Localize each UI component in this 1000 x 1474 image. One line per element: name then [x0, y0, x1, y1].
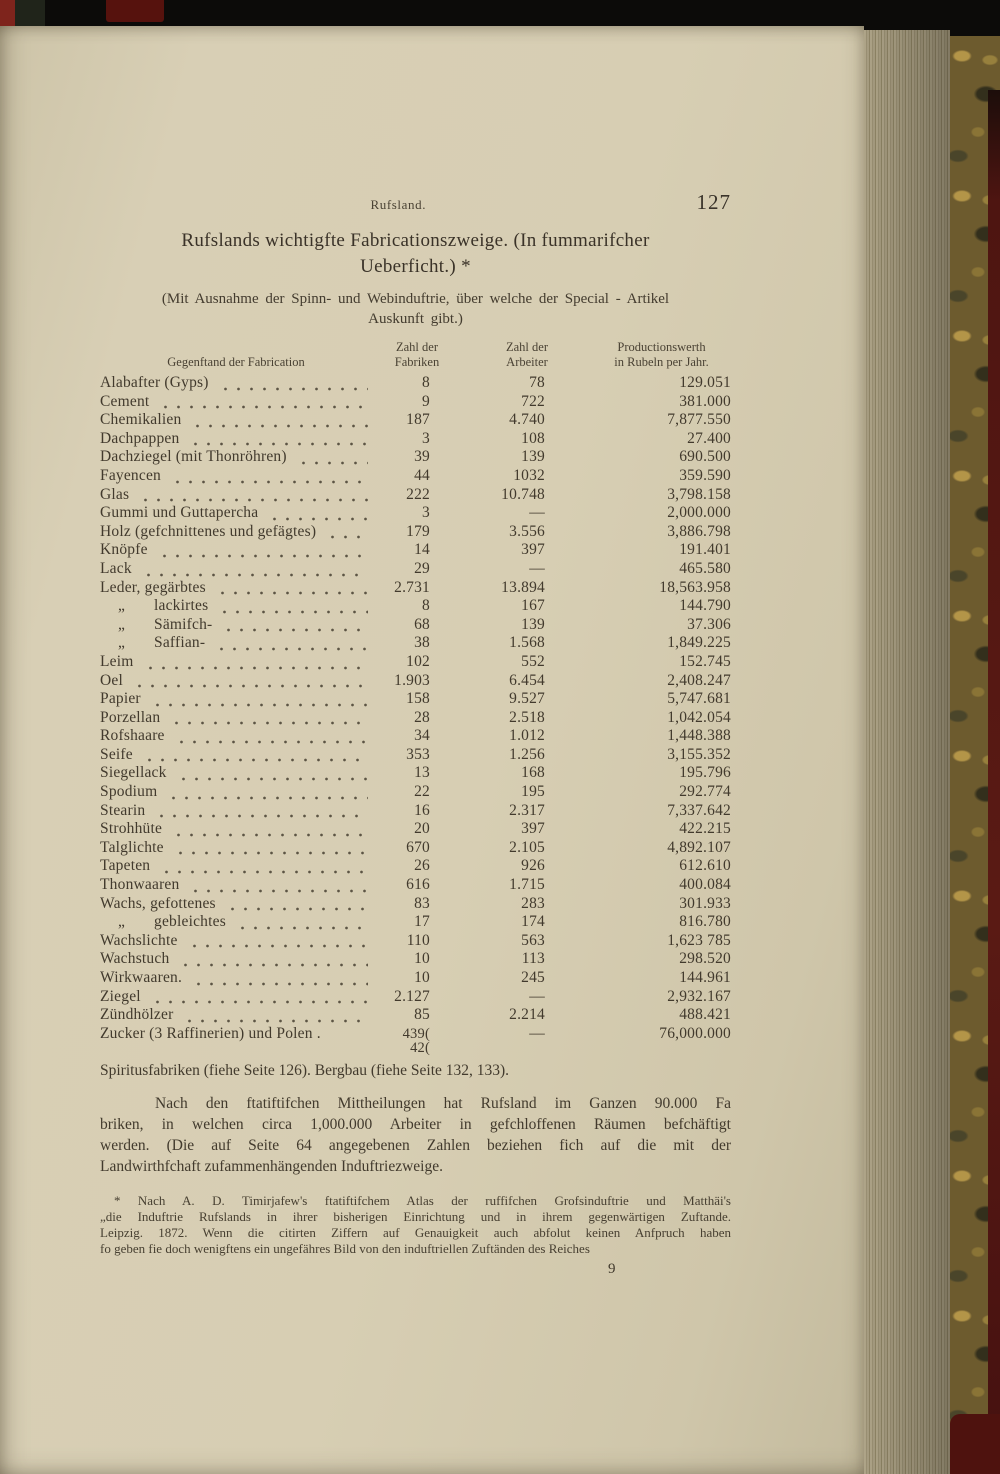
dot-leader: [153, 802, 368, 821]
table-row: [100, 895, 731, 914]
fabrication-item: Ziegel: [100, 987, 141, 1005]
workers-count: 1032: [513, 466, 545, 484]
table-header: [100, 340, 731, 370]
table-row: [100, 486, 731, 505]
factories-count: 20: [414, 820, 430, 838]
fabrication-item: Talglichte: [100, 838, 164, 856]
workers-count: 1.256: [509, 745, 545, 763]
workers-count: 139: [521, 615, 545, 633]
factories-count: 14: [414, 541, 430, 559]
production-value: 292.774: [679, 783, 731, 801]
dot-leader: [181, 1006, 368, 1025]
workers-count: 283: [521, 894, 545, 912]
workers-count: 3.556: [509, 522, 545, 540]
factories-count: 17: [414, 913, 430, 931]
fabrication-item: Porzellan: [100, 708, 161, 726]
factories-count: 179: [406, 522, 430, 540]
table-row: [100, 932, 731, 951]
workers-count: 4.740: [509, 411, 545, 429]
fabrication-item: Zucker (3 Raffinerien) und Polen .: [100, 1024, 321, 1042]
fabrication-item: Glas: [100, 485, 130, 503]
factories-count: 13: [414, 764, 430, 782]
workers-count: —: [529, 559, 545, 577]
dot-leader: [169, 467, 368, 486]
workers-count: 113: [521, 950, 545, 968]
table-row: [100, 783, 731, 802]
table-row: [100, 988, 731, 1007]
ditto-mark: „: [118, 913, 126, 931]
production-value: 18,563.958: [659, 578, 731, 596]
production-value: 3,886.798: [667, 522, 731, 540]
production-value: 7,877.550: [667, 411, 731, 429]
fabrication-item: „ Saffian-: [118, 634, 206, 652]
production-value: 690.500: [679, 448, 731, 466]
fabrication-item: „ lackirtes: [118, 597, 209, 615]
page-fore-edge: [864, 30, 950, 1474]
ditto-mark: „: [118, 634, 126, 652]
fabrication-item: Oel: [100, 671, 123, 689]
production-value: 144.790: [679, 597, 731, 615]
factories-count: 187: [406, 411, 430, 429]
workers-count: —: [529, 1024, 545, 1042]
factories-count: 353: [406, 745, 430, 763]
production-value: 1,849.225: [667, 634, 731, 652]
table-row: [100, 430, 731, 449]
factories-count: 8: [422, 374, 430, 391]
table-row: [100, 467, 731, 486]
factories-count: 110: [406, 931, 430, 949]
dot-leader: [141, 746, 368, 765]
fabrication-item: Papier: [100, 690, 141, 708]
table-row: [100, 727, 731, 746]
column-header-productionswerth: Productionswerth in Rubeln per Jahr.: [614, 340, 709, 369]
factories-count: 8: [422, 597, 430, 615]
factories-count: 3: [422, 429, 430, 447]
page-title-line1: Rufslands wichtigfte Fabricationszweige. (In fummarifcher: [181, 230, 650, 251]
dot-leader: [140, 560, 368, 579]
workers-count: 139: [521, 448, 545, 466]
footnote-line: „die Induftrie Rufslands in ihrer bisherigen Einrichtung und in ihrem gegenwärtigen Zuftande.: [100, 1208, 731, 1224]
table-row: [100, 746, 731, 765]
factories-count: 85: [414, 1006, 430, 1024]
table-row: [100, 374, 731, 393]
book-page: [0, 26, 864, 1474]
factories-count: 1.903: [394, 671, 430, 689]
table-row: [100, 820, 731, 839]
factories-count: 28: [414, 708, 430, 726]
fabrication-item: Leim: [100, 652, 134, 670]
workers-count: 108: [521, 429, 545, 447]
production-value: 359.590: [679, 466, 731, 484]
factories-count: 439( 42(: [402, 1025, 430, 1056]
workers-count: —: [529, 987, 545, 1005]
production-value: 4,892.107: [667, 838, 731, 856]
factories-count: 670: [406, 838, 430, 856]
paragraph-line: briken, in welchen circa 1,000.000 Arbeiter in gefchloffenen Räumen befchäftigt: [100, 1115, 731, 1133]
paragraph-line: Landwirthfchaft zufammenhängenden Induftriezweige.: [100, 1157, 443, 1175]
workers-count: 10.748: [501, 485, 545, 503]
factories-count: 83: [414, 894, 430, 912]
dot-leader: [177, 950, 368, 969]
workers-count: 552: [521, 652, 545, 670]
table-row: [100, 597, 731, 616]
page-title-line2: Ueberficht.) *: [360, 256, 471, 277]
production-value: 301.933: [679, 894, 731, 912]
dot-leader: [324, 523, 368, 542]
ditto-mark: „: [118, 615, 126, 633]
production-value: 27.400: [687, 429, 731, 447]
factories-count: 9: [422, 392, 430, 410]
fabrication-item: Lack: [100, 559, 132, 577]
dot-leader: [213, 634, 368, 653]
production-value: 7,337.642: [667, 801, 731, 819]
table-row: [100, 541, 731, 560]
production-value: 465.580: [679, 559, 731, 577]
production-value: 1,448.388: [667, 727, 731, 745]
workers-count: —: [529, 504, 545, 522]
workers-count: 2.105: [509, 838, 545, 856]
page-subtitle-line2: Auskunft gibt.): [368, 311, 463, 327]
production-value: 612.610: [679, 857, 731, 875]
factories-count: 26: [414, 857, 430, 875]
workers-count: 2.518: [509, 708, 545, 726]
production-value: 3,155.352: [667, 745, 731, 763]
body-paragraph: [100, 1093, 731, 1177]
dot-leader: [216, 597, 368, 616]
page-number: 127: [696, 190, 731, 214]
factories-count: 3: [422, 504, 430, 522]
table-row: [100, 764, 731, 783]
production-value: 152.745: [679, 652, 731, 670]
background-book-spine-dark: [15, 0, 45, 26]
fabrication-item: Gummi und Guttapercha: [100, 504, 259, 522]
fabrication-item: Seife: [100, 745, 133, 763]
factories-count: 2.731: [394, 578, 430, 596]
table-row: [100, 802, 731, 821]
dot-leader: [157, 393, 368, 412]
footnote-line: * Nach A. D. Timirjafew's ftatiftifchem Atlas der ruffifchen Grofsinduftrie und Matthäi's: [114, 1192, 731, 1208]
production-value: 422.215: [679, 820, 731, 838]
workers-count: 2.214: [509, 1006, 545, 1024]
table-row: [100, 913, 731, 932]
table-row: [100, 616, 731, 635]
production-value: 400.084: [679, 876, 731, 894]
footnote: [100, 1193, 731, 1257]
fabrication-item: Dachpappen: [100, 429, 180, 447]
fabrication-item: „ gebleichtes: [118, 913, 226, 931]
table-row: [100, 393, 731, 412]
table-row: [100, 523, 731, 542]
page-subtitle-line1: (Mit Ausnahme der Spinn- und Webinduftrie, über welche der Special - Artikel: [161, 291, 670, 307]
table-rows: [100, 374, 731, 1025]
dot-leader: [187, 876, 368, 895]
page-title: [100, 228, 731, 280]
dot-leader: [190, 969, 368, 988]
workers-count: 722: [521, 392, 545, 410]
fabrication-item: Siegellack: [100, 764, 167, 782]
workers-count: 397: [521, 820, 545, 838]
page-content: [100, 26, 731, 1278]
factories-count: 102: [406, 652, 430, 670]
workers-count: 397: [521, 541, 545, 559]
factories-count: 44: [414, 466, 430, 484]
factories-count: 616: [406, 876, 430, 894]
fabrication-item: Rofshaare: [100, 727, 165, 745]
factories-count: 38: [414, 634, 430, 652]
fabrication-item: Thonwaaren: [100, 876, 180, 894]
cover-corner: [950, 1414, 1000, 1474]
column-header-gegenstand: Gegenftand der Fabrication: [167, 355, 305, 369]
footnote-line: Leipzig. 1872. Wenn die citirten Ziffern auf Genauigkeit auch abfolut keinen Anfpruch haben: [100, 1224, 731, 1240]
dot-leader: [149, 988, 368, 1007]
production-value: 488.421: [679, 1006, 731, 1024]
factories-count: 39: [414, 448, 430, 466]
workers-count: 167: [521, 597, 545, 615]
factories-count: 68: [414, 615, 430, 633]
dot-leader: [295, 448, 368, 467]
dot-leader: [165, 783, 368, 802]
production-value: 1,042.054: [667, 708, 731, 726]
dot-leader: [217, 374, 368, 393]
paragraph-line: Nach den ftatiftifchen Mittheilungen hat Rufsland im Ganzen 90.000 Fa: [155, 1094, 731, 1112]
table-row: [100, 969, 731, 988]
background-book-spine-maroon: [106, 0, 164, 22]
running-head: Rufsland.: [370, 197, 427, 212]
fabrication-item: Wirkwaaren.: [100, 969, 183, 986]
production-value: 2,408.247: [667, 671, 731, 689]
fabrication-item: Leder, gegärbtes: [100, 578, 206, 596]
dot-leader: [220, 616, 368, 635]
fabrication-item: Chemikalien: [100, 411, 182, 429]
dot-leader: [142, 653, 368, 672]
production-value: 381.000: [679, 392, 731, 410]
fabrication-item: Alabafter (Gyps): [100, 374, 209, 391]
workers-count: 2.317: [509, 801, 545, 819]
fabrication-item: Wachstuch: [100, 950, 170, 968]
table-row: [100, 560, 731, 579]
production-value: 37.306: [687, 615, 731, 633]
table-row: [100, 709, 731, 728]
factories-count: 16: [414, 801, 430, 819]
table-row: [100, 634, 731, 653]
table-row: [100, 504, 731, 523]
dot-leader: [266, 504, 368, 523]
footnote-line: fo geben fie doch wenigftens ein ungefähres Bild von den induftriellen Zuftänden des Reiches: [100, 1240, 590, 1256]
dot-leader: [189, 411, 368, 430]
table-row: [100, 411, 731, 430]
factories-count: 29: [414, 559, 430, 577]
table-row: [100, 857, 731, 876]
workers-count: 168: [521, 764, 545, 782]
column-header-fabriken: Zahl der Fabriken: [394, 340, 440, 369]
production-value: 129.051: [679, 374, 731, 391]
workers-count: 9.527: [509, 690, 545, 708]
factories-count: 10: [414, 950, 430, 968]
dot-leader: [131, 672, 368, 691]
factories-count: 22: [414, 783, 430, 801]
fabrication-item: Tapeten: [100, 857, 151, 875]
table-row: [100, 839, 731, 858]
dot-leader: [149, 690, 368, 709]
production-value: 195.796: [679, 764, 731, 782]
table-row: [100, 876, 731, 895]
table-row: [100, 1006, 731, 1025]
fabrication-item: Dachziegel (mit Thonröhren): [100, 448, 287, 466]
factories-count: 10: [414, 969, 430, 986]
fabrication-item: Knöpfe: [100, 541, 148, 559]
production-value: 298.520: [679, 950, 731, 968]
fabrication-item: Fayencen: [100, 466, 161, 484]
factories-count: 2.127: [394, 987, 430, 1005]
workers-count: 1.568: [509, 634, 545, 652]
fabrication-item: Stearin: [100, 801, 146, 819]
production-value: 816.780: [679, 913, 731, 931]
production-value: 144.961: [679, 969, 731, 986]
dot-leader: [186, 932, 368, 951]
table-row: [100, 579, 731, 598]
dot-leader: [137, 486, 368, 505]
paragraph-line: werden. (Die auf Seite 64 angegebenen Zahlen beziehen fich auf die mit der: [100, 1136, 731, 1154]
table-row-zucker: [100, 1025, 731, 1057]
table-row: [100, 690, 731, 709]
fabrication-item: Zündhölzer: [100, 1006, 174, 1024]
production-value: 1,623 785: [667, 931, 731, 949]
page-subtitle: [100, 289, 731, 329]
factories-count: 158: [406, 690, 430, 708]
workers-count: 195: [521, 783, 545, 801]
dot-leader: [214, 579, 368, 598]
dot-leader: [168, 709, 368, 728]
workers-count: 13.894: [501, 578, 545, 596]
fabrication-item: „ Sämifch-: [118, 615, 213, 633]
table-row: [100, 448, 731, 467]
dot-leader: [175, 764, 368, 783]
workers-count: 245: [521, 969, 545, 986]
production-value: 3,798.158: [667, 485, 731, 503]
production-value: 191.401: [679, 541, 731, 559]
dot-leader: [170, 820, 368, 839]
production-value: 5,747.681: [667, 690, 731, 708]
workers-count: 1.715: [509, 876, 545, 894]
see-also-note: Spiritusfabriken (fiehe Seite 126). Bergbau (fiehe Seite 132, 133).: [100, 1061, 510, 1079]
dot-leader: [158, 857, 368, 876]
production-value: 2,000.000: [667, 504, 731, 522]
ditto-mark: „: [118, 597, 126, 615]
workers-count: 6.454: [509, 671, 545, 689]
dot-leader: [224, 895, 368, 914]
dot-leader: [173, 727, 368, 746]
table-row: [100, 950, 731, 969]
fabrication-item: Cement: [100, 392, 150, 410]
workers-count: 78: [529, 374, 545, 391]
dot-leader: [234, 913, 368, 932]
column-header-arbeiter: Zahl der Arbeiter: [506, 340, 548, 369]
table-row: [100, 653, 731, 672]
page-header: [100, 190, 731, 215]
production-value: 2,932.167: [667, 987, 731, 1005]
fabrication-item: Spodium: [100, 783, 158, 801]
workers-count: 174: [521, 913, 545, 931]
dot-leader: [156, 541, 368, 560]
dot-leader: [172, 839, 368, 858]
fabrication-item: Strohhüte: [100, 820, 163, 838]
fabrication-item: Holz (gefchnittenes und gefägtes): [100, 522, 317, 540]
book-spine-edge: [988, 90, 1000, 1474]
production-value: 76,000.000: [659, 1024, 731, 1042]
table-row: [100, 672, 731, 691]
workers-count: 1.012: [509, 727, 545, 745]
factories-count: 34: [414, 727, 430, 745]
fabrication-item: Wachs, gefottenes: [100, 894, 216, 912]
workers-count: 926: [521, 857, 545, 875]
dot-leader: [187, 430, 368, 449]
workers-count: 563: [521, 931, 545, 949]
factories-count: 222: [406, 485, 430, 503]
fabrication-item: Wachslichte: [100, 931, 178, 949]
signature-mark: 9: [608, 1260, 616, 1277]
